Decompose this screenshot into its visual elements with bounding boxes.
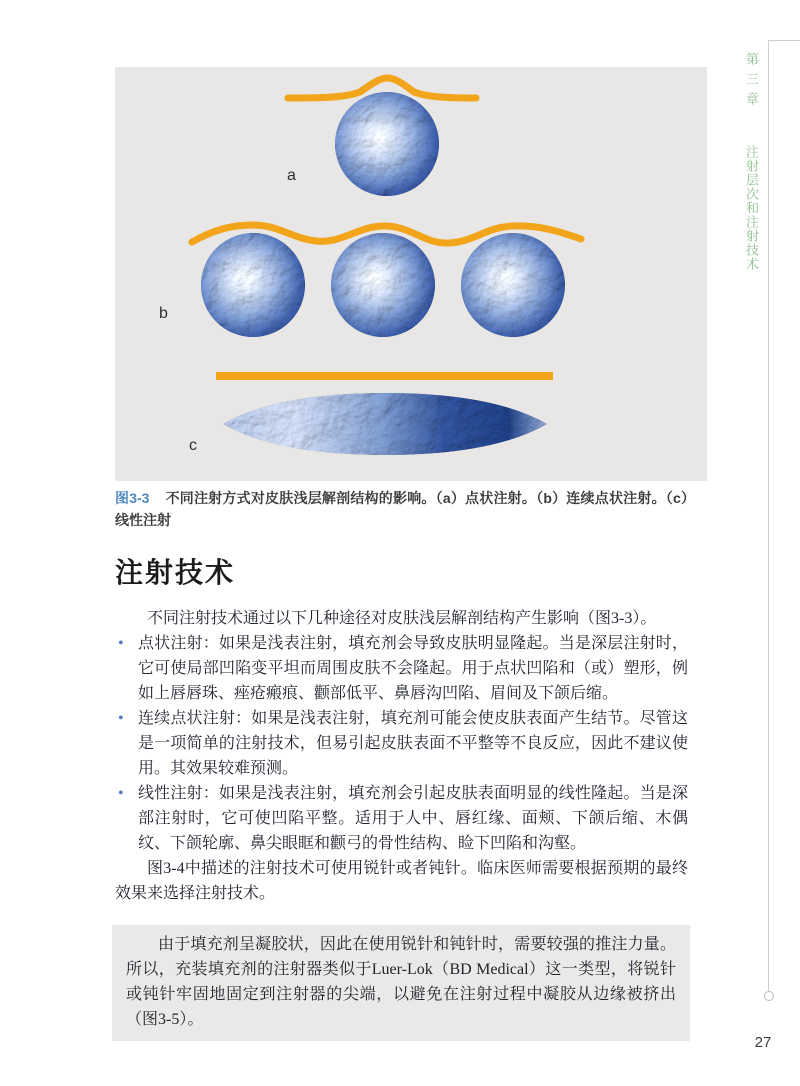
note-box — [112, 925, 690, 1041]
page-number: 27 — [754, 1034, 772, 1051]
figure-caption — [115, 487, 695, 531]
filler-linear-c — [223, 393, 547, 455]
list-item-text: 连续点状注射：如果是浅表注射，填充剂可能会使皮肤表面产生结节。尽管这是一项简单的注射技术，但易引起皮肤表面不平整等不良反应，因此不建议使用。其效果较难预测。 — [138, 710, 688, 777]
panel-label-c: c — [189, 437, 197, 454]
list-item-spot-injection — [115, 631, 688, 706]
figure-caption-tag: 图3-3 — [115, 490, 150, 506]
panel-label-b: b — [159, 305, 168, 322]
note-text: 由于填充剂呈凝胶状，因此在使用锐针和钝针时，需要较强的推注力量。所以，充装填充剂的注射器类似于Luer-Lok（BD Medical）这一类型，将锐针或钝针牢固地固定到注射器的尖端，以避免在注射过程中凝胶从边缘被挤出（图3-5）。 — [126, 936, 676, 1028]
panel-label-a: a — [287, 167, 296, 184]
figure-3-3 — [115, 67, 707, 481]
filler-bolus-a — [335, 92, 439, 196]
chapter-title: 注射层次和注射技术 — [744, 145, 759, 271]
list-item-text: 点状注射：如果是浅表注射，填充剂会导致皮肤明显隆起。当是深层注射时，它可使局部凹陷变平坦而周围皮肤不会隆起。用于点状凹陷和（或）塑形，例如上唇唇珠、痤疮瘢痕、颧部低平、鼻唇沟凹陷、眉间及下颌后缩。 — [138, 635, 688, 702]
section-heading: 注射技术 — [115, 557, 236, 588]
injection-diagram — [115, 67, 707, 481]
filler-boluses-b — [201, 233, 565, 337]
list-item-text: 线性注射：如果是浅表注射，填充剂会引起皮肤表面明显的线性隆起。当是深部注射时，它可使凹陷平整。适用于人中、唇红缘、面颊、下颌后缩、木偶纹、下颌轮廓、鼻尖眼眶和颧弓的骨性结构、睑下凹陷和沟壑。 — [138, 785, 688, 852]
list-item-linear-injection — [115, 781, 688, 856]
chapter-number: 第三章 — [744, 52, 759, 112]
rule-end-circle-icon — [764, 991, 774, 1001]
technique-list — [115, 631, 688, 856]
margin-rule-vertical — [768, 40, 769, 991]
intro-paragraph: 不同注射技术通过以下几种途径对皮肤浅层解剖结构产生影响（图3-3）。 — [147, 610, 657, 627]
chapter-marker — [740, 52, 762, 412]
list-item-serial-spot-injection — [115, 706, 688, 781]
figure-caption-text: 不同注射方式对皮肤浅层解剖结构的影响。（a）点状注射。（b）连续点状注射。（c）线性注射 — [115, 490, 696, 528]
closing-paragraph: 图3-4中描述的注射技术可使用锐针或者钝针。临床医师需要根据预期的最终效果来选择注射技术。 — [115, 860, 688, 902]
margin-rule-horizontal — [768, 40, 800, 41]
